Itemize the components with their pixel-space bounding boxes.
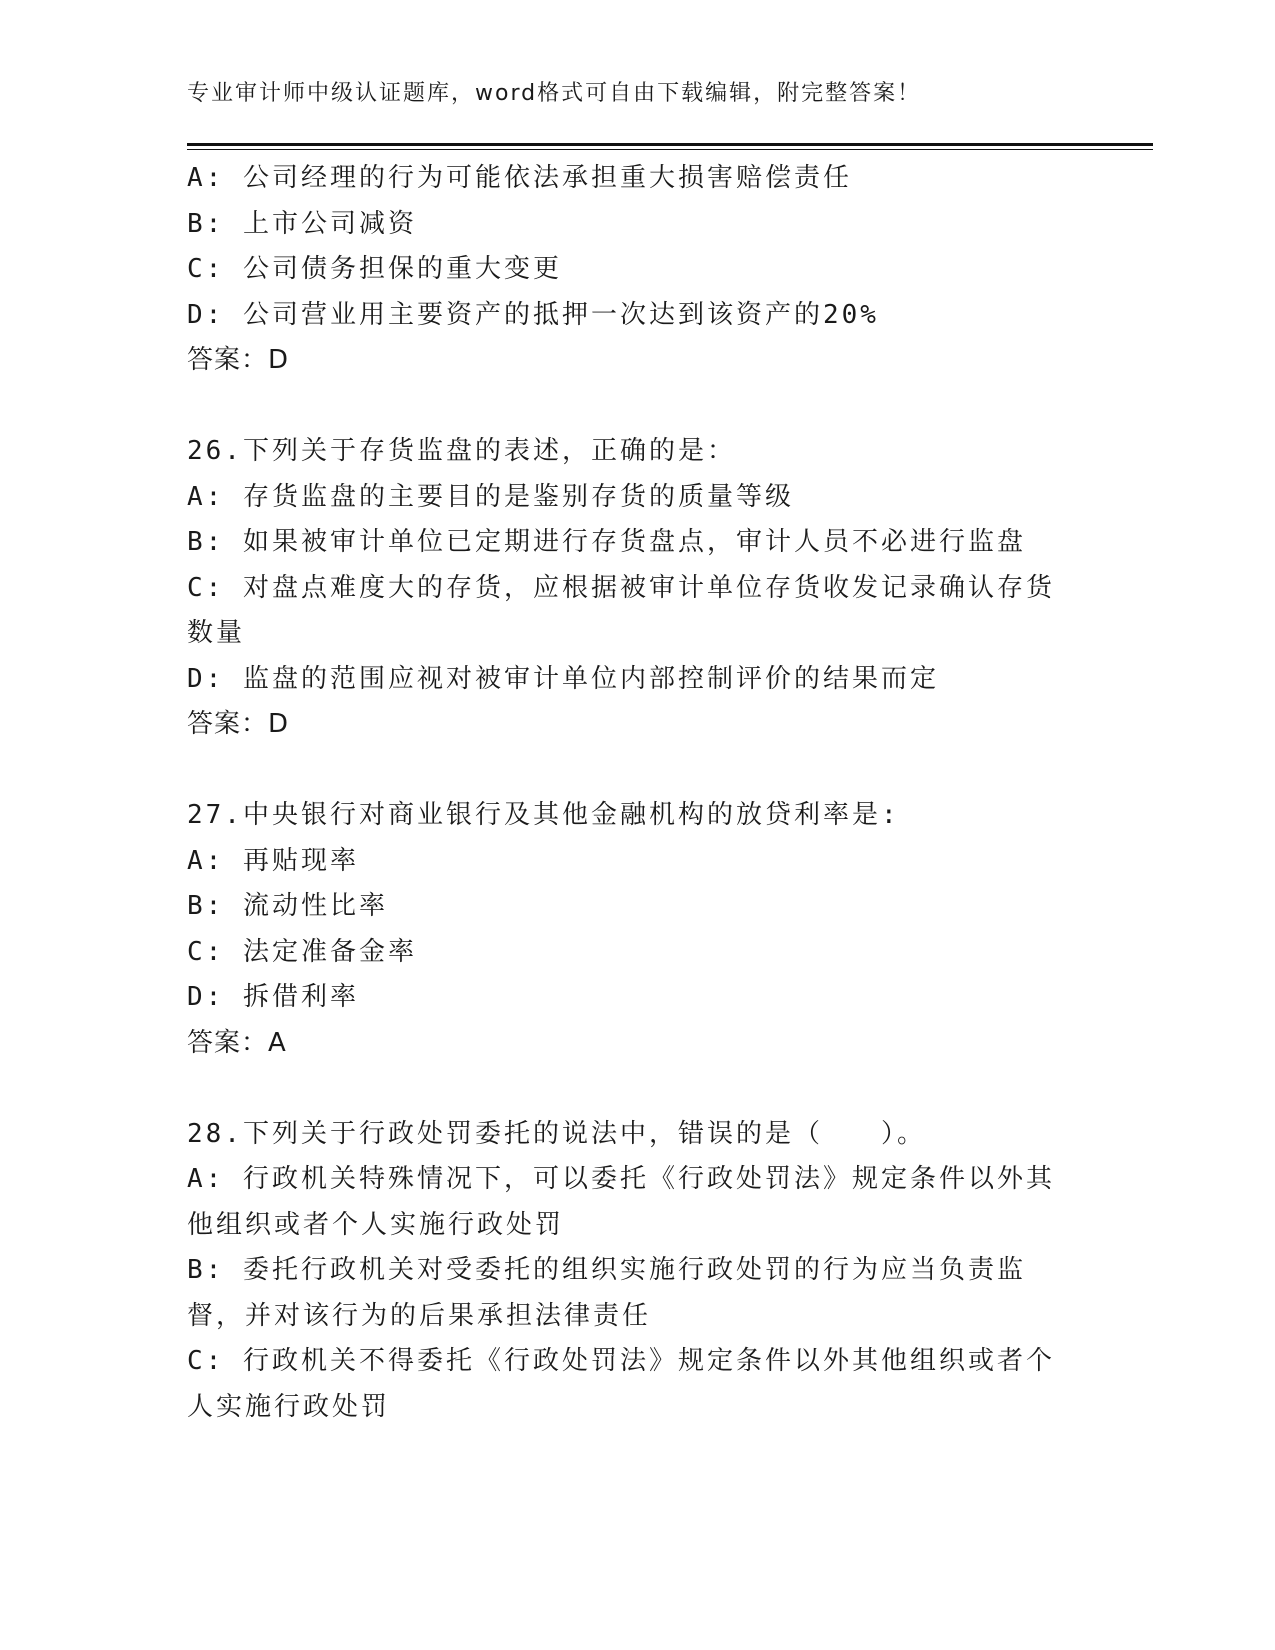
answer-line: 答案：D xyxy=(187,345,290,375)
option-a: A: 再贴现率 xyxy=(187,845,359,876)
spacer xyxy=(187,384,1067,430)
question-28-stem: 28.下列关于行政处罚委托的说法中，错误的是（ ）。 xyxy=(187,1118,926,1149)
spacer xyxy=(187,748,1067,794)
option-c: C: 公司债务担保的重大变更 xyxy=(187,254,562,284)
header-rule-thin xyxy=(187,149,1153,150)
option-a: A: 公司经理的行为可能依法承担重大损害赔偿责任 xyxy=(187,163,852,193)
question-27-stem: 27.中央银行对商业银行及其他金融机构的放贷利率是: xyxy=(187,800,900,830)
option-a: A: 存货监盘的主要目的是鉴别存货的质量等级 xyxy=(187,481,794,512)
spacer xyxy=(187,1066,1067,1112)
question-26-stem: 26.下列关于存货监盘的表述，正确的是： xyxy=(187,436,736,466)
option-d: D: 监盘的范围应视对被审计单位内部控制评价的结果而定 xyxy=(187,663,939,694)
header-rule-thick xyxy=(187,143,1153,146)
answer-line: 答案：A xyxy=(187,1027,287,1058)
option-b: B: 上市公司减资 xyxy=(187,208,417,239)
page-header: 专业审计师中级认证题库，word格式可自由下载编辑，附完整答案！ xyxy=(187,81,922,106)
option-c: C: 法定准备金率 xyxy=(187,936,417,967)
option-d: D: 拆借利率 xyxy=(187,982,359,1012)
option-c: C: 行政机关不得委托《行政处罚法》规定条件以外其他组织或者个人实施行政处罚 xyxy=(187,1346,1055,1422)
option-a: A: 行政机关特殊情况下，可以委托《行政处罚法》规定条件以外其他组织或者个人实施行政处罚 xyxy=(187,1164,1055,1240)
option-b: B: 如果被审计单位已定期进行存货盘点，审计人员不必进行监盘 xyxy=(187,527,1026,557)
option-b: B: 委托行政机关对受委托的组织实施行政处罚的行为应当负责监督，并对该行为的后果承担法律责任 xyxy=(187,1255,1026,1331)
answer-line: 答案：D xyxy=(187,709,290,739)
option-b: B: 流动性比率 xyxy=(187,891,388,921)
question-content xyxy=(187,156,1067,1430)
option-d: D: 公司营业用主要资产的抵押一次达到该资产的20% xyxy=(187,299,879,330)
option-c: C: 对盘点难度大的存货，应根据被审计单位存货收发记录确认存货数量 xyxy=(187,572,1055,648)
